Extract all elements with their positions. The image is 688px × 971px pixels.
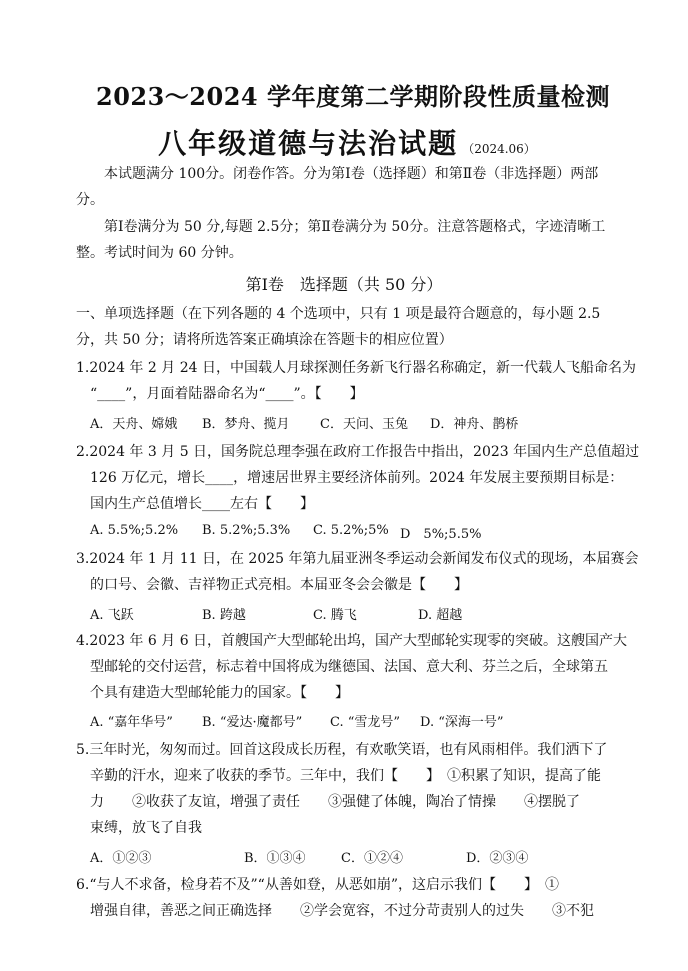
instructions-line-1: 一、单项选择题（在下列各题的 4 个选项中，只有 1 项是最符合题意的，每小题 2.5	[76, 306, 601, 322]
question-4-line-1: 4.2023 年 6 月 6 日，首艘国产大型邮轮出坞，国产大型邮轮实现零的突破。这艘国产大	[76, 633, 628, 649]
question-5-line-2: 辛勤的汗水，迎来了收获的季节。三年中，我们【 】 ①积累了知识，提高了能	[90, 768, 601, 784]
question-4-option-b[interactable]: B. “爱达·魔都号”	[202, 715, 303, 730]
question-5-option-a[interactable]: A．①②③	[90, 851, 152, 866]
question-5-option-d[interactable]: D．②③④	[466, 851, 529, 866]
question-1-line-2: “____”，月面着陆器命名为“____”。【 】	[90, 386, 364, 402]
question-4-option-c[interactable]: C. “雪龙号”	[330, 715, 401, 730]
exam-date: （2024.06）	[462, 142, 536, 156]
question-1-option-a[interactable]: A．天舟、嫦娥	[90, 417, 178, 432]
intro-line-1: 本试题满分 100分。闭卷作答。分为第Ⅰ卷（选择题）和第Ⅱ卷（非选择题）两部	[104, 166, 599, 182]
question-2-option-d[interactable]: D 5%;5.5%	[400, 527, 482, 542]
question-5-option-b[interactable]: B．①③④	[244, 851, 306, 866]
question-3-option-d[interactable]: D. 超越	[418, 608, 463, 623]
intro-line-2: 分。	[76, 192, 104, 208]
question-5-line-4: 束缚，放飞了自我	[90, 820, 202, 836]
question-3-option-b[interactable]: B. 跨越	[202, 608, 246, 623]
intro-line-4: 整。考试时间为 60 分钟。	[76, 245, 243, 261]
exam-subject-title	[142, 122, 552, 162]
question-2-line-2: 126 万亿元，增长____，增速居世界主要经济体前列。2024 年发展主要预期目标是：	[90, 470, 624, 486]
question-3-option-a[interactable]: A. 飞跃	[90, 608, 134, 623]
question-2-option-b[interactable]: B. 5.2%;5.3%	[202, 523, 291, 538]
intro-line-3: 第Ⅰ卷满分为 50 分,每题 2.5分；第Ⅱ卷满分为 50分。注意答题格式，字迹清晰工	[104, 219, 606, 235]
instructions-line-2: 分，共 50 分；请将所选答案正确填涂在答题卡的相应位置）	[76, 332, 453, 348]
question-1-option-c[interactable]: C．天问、玉兔	[320, 417, 408, 432]
question-4-line-2: 型邮轮的交付运营，标志着中国将成为继德国、法国、意大利、芬兰之后，全球第五	[90, 659, 608, 675]
question-2-option-a[interactable]: A. 5.5%;5.2%	[90, 523, 179, 538]
question-1-option-b[interactable]: B．梦舟、揽月	[202, 417, 290, 432]
section-title: 第Ⅰ卷 选择题（共 50 分）	[245, 275, 443, 294]
question-2-line-1: 2.2024 年 3 月 5 日，国务院总理李强在政府工作报告中指出，2023 年国内生产总值超过	[76, 444, 640, 460]
question-5-line-3: 力 ②收获了友谊，增强了责任 ③强健了体魄，陶冶了情操 ④摆脱了	[90, 794, 580, 810]
question-4-option-d[interactable]: D. “深海一号”	[420, 715, 504, 730]
question-4-line-3: 个具有建造大型邮轮能力的国家。【 】	[90, 685, 349, 701]
question-6-line-2: 增强自律，善恶之间正确选择 ②学会宽容，不过分苛责别人的过失 ③不犯	[90, 903, 594, 919]
question-3-option-c[interactable]: C. 腾飞	[313, 608, 357, 623]
question-1-option-d[interactable]: D．神舟、鹊桥	[430, 417, 519, 432]
question-1-line-1: 1.2024 年 2 月 24 日，中国载人月球探测任务新飞行器名称确定，新一代载人飞船命名为	[76, 360, 636, 376]
subject-title-text: 八年级道德与法治试题	[158, 127, 459, 160]
question-3-line-1: 3.2024 年 1 月 11 日，在 2025 年第九届亚洲冬季运动会新闻发布仪式的现场，本届赛会	[76, 551, 639, 567]
question-2-option-c[interactable]: C. 5.2%;5%	[313, 523, 389, 538]
exam-header-title: 2023～2024 学年度第二学期阶段性质量检测	[96, 82, 610, 111]
question-5-line-1: 5.三年时光，匆匆而过。回首这段成长历程，有欢歌笑语，也有风雨相伴。我们洒下了	[76, 742, 608, 758]
question-2-line-3: 国内生产总值增长____左右【 】	[90, 496, 314, 512]
question-6-line-1: 6.“与人不求备，检身若不及”“从善如登，从恶如崩”，这启示我们【 】 ①	[76, 877, 559, 893]
question-5-option-c[interactable]: C．①②④	[341, 851, 403, 866]
question-4-option-a[interactable]: A. “嘉年华号”	[90, 715, 173, 730]
question-3-line-2: 的口号、会徽、吉祥物正式亮相。本届亚冬会会徽是【 】	[90, 577, 468, 593]
